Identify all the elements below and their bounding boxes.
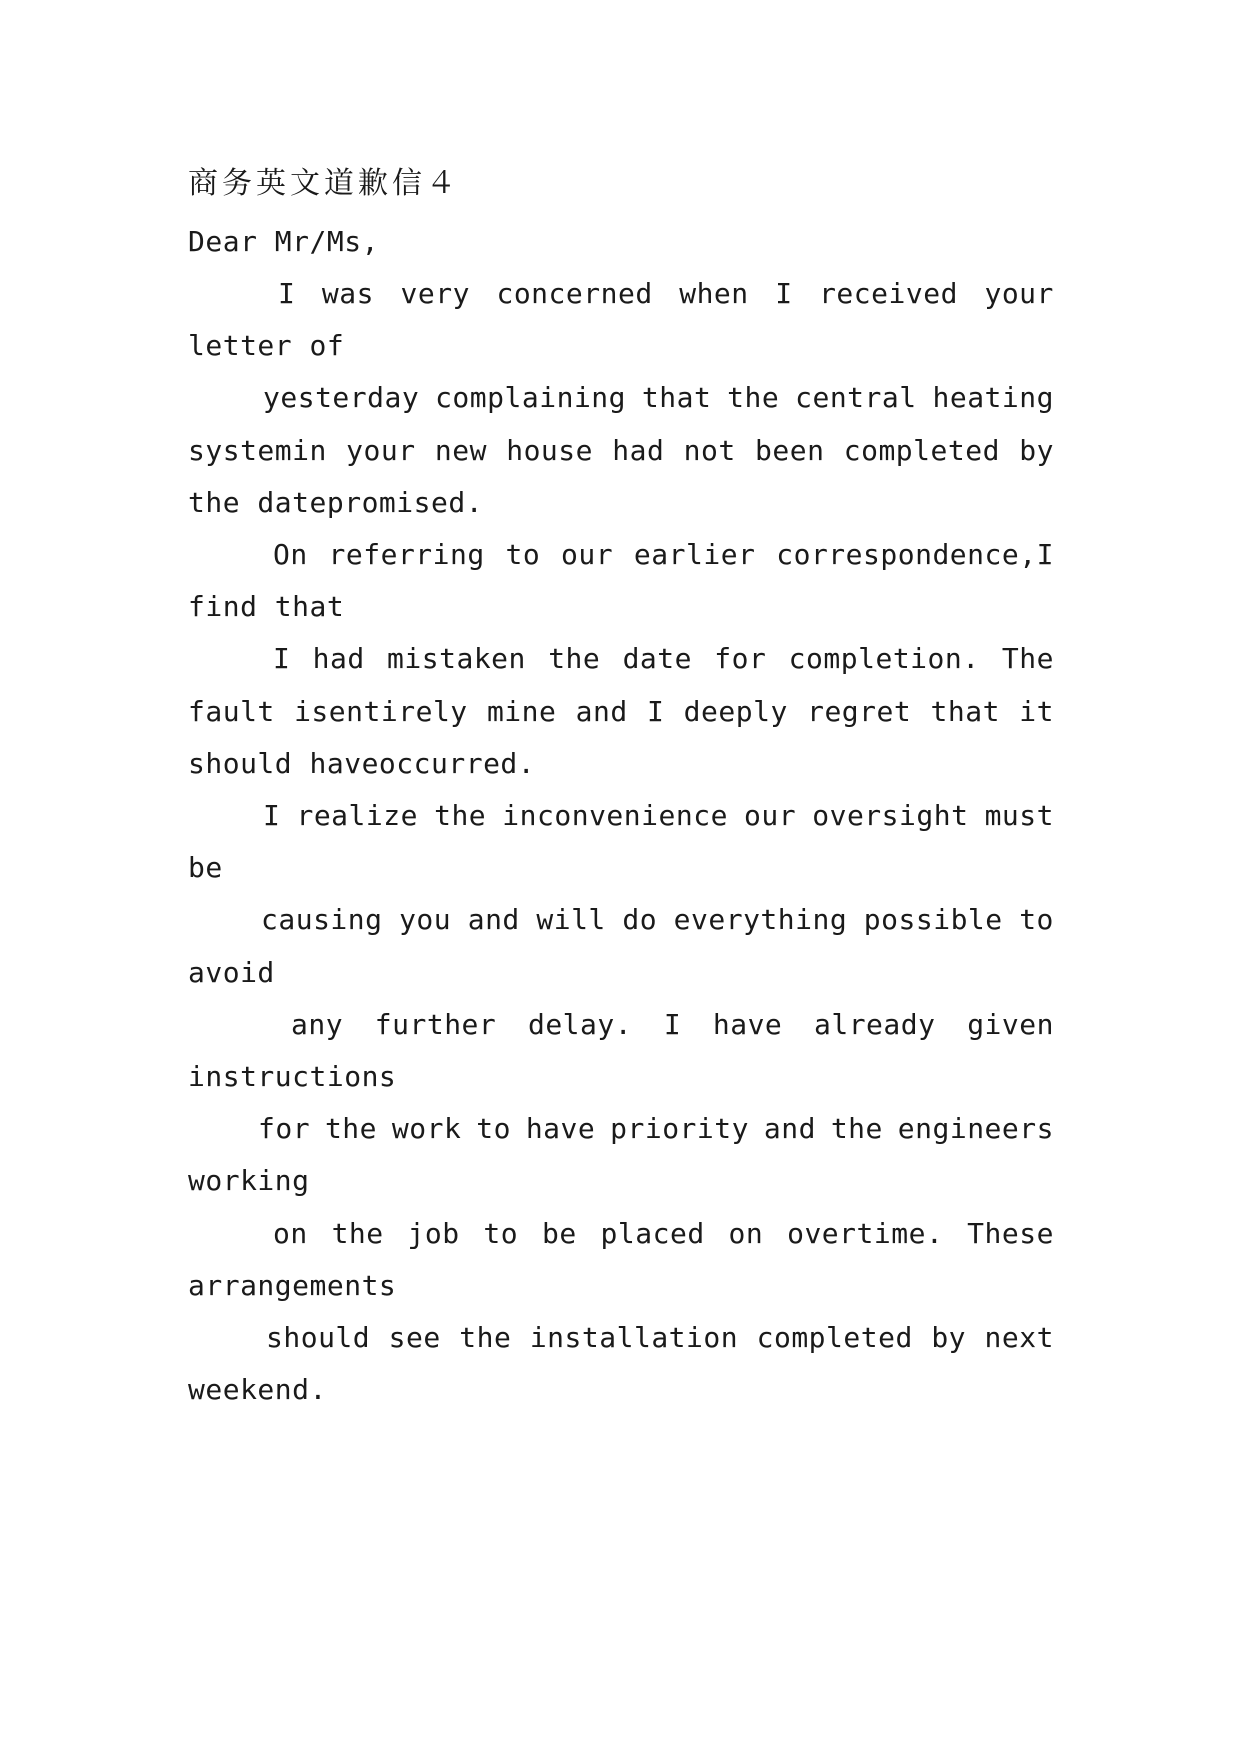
body-word: our bbox=[561, 538, 614, 571]
body-word: had bbox=[312, 642, 365, 675]
body-word: These bbox=[967, 1217, 1054, 1250]
body-word: see bbox=[388, 1321, 441, 1354]
body-word: priority bbox=[610, 1112, 749, 1145]
body-word: it bbox=[1019, 695, 1054, 728]
body-word: job bbox=[407, 1217, 460, 1250]
body-word: concerned bbox=[496, 277, 653, 310]
body-word: I bbox=[263, 799, 281, 832]
body-word: I bbox=[278, 277, 296, 310]
body-line bbox=[273, 639, 1054, 679]
body-word: to bbox=[483, 1217, 519, 1250]
body-word: our bbox=[744, 799, 797, 832]
body-line: should haveoccurred. bbox=[188, 747, 536, 780]
body-word: by bbox=[1019, 434, 1054, 467]
body-word: the bbox=[830, 1112, 883, 1145]
body-line bbox=[291, 1005, 1054, 1045]
salutation: Dear Mr/Ms, bbox=[188, 225, 379, 258]
body-line: instructions bbox=[188, 1060, 397, 1093]
body-word: systemin bbox=[188, 434, 327, 467]
body-word: mine bbox=[486, 695, 557, 728]
body-word: and bbox=[575, 695, 628, 728]
body-word: complaining bbox=[435, 381, 627, 414]
body-line bbox=[188, 692, 1054, 732]
body-line: be bbox=[188, 851, 223, 884]
body-word: causing bbox=[261, 903, 383, 936]
document-title: 商务英文道歉信４ bbox=[188, 166, 460, 201]
body-word: received bbox=[819, 277, 958, 310]
body-word: to bbox=[1019, 903, 1054, 936]
body-word: next bbox=[984, 1321, 1054, 1354]
body-word: The bbox=[1001, 642, 1054, 675]
body-word: central bbox=[795, 381, 917, 414]
body-word: very bbox=[400, 277, 470, 310]
body-word: realize bbox=[296, 799, 418, 832]
body-line: arrangements bbox=[188, 1269, 397, 1302]
body-word: installation bbox=[529, 1321, 739, 1354]
body-word: and bbox=[763, 1112, 816, 1145]
body-word: house bbox=[506, 434, 594, 467]
body-word: heating bbox=[932, 381, 1054, 414]
body-word: the bbox=[434, 799, 487, 832]
body-word: fault bbox=[188, 695, 275, 728]
body-line bbox=[263, 378, 1054, 418]
body-word: On bbox=[273, 538, 308, 571]
body-word: I bbox=[663, 1008, 682, 1041]
body-word: delay. bbox=[527, 1008, 633, 1041]
body-word: your bbox=[984, 277, 1054, 310]
body-word: I bbox=[775, 277, 793, 310]
body-word: placed bbox=[600, 1217, 705, 1250]
body-line: working bbox=[188, 1164, 310, 1197]
body-word: do bbox=[622, 903, 658, 936]
body-line bbox=[273, 535, 1054, 575]
body-word: already bbox=[813, 1008, 936, 1041]
body-line bbox=[278, 274, 1054, 314]
body-word: the bbox=[459, 1321, 512, 1354]
body-word: the bbox=[548, 642, 601, 675]
body-line: find that bbox=[188, 590, 345, 623]
body-word: deeply bbox=[683, 695, 788, 728]
body-word: new bbox=[434, 434, 487, 467]
body-line: the datepromised. bbox=[188, 486, 484, 519]
body-word: and bbox=[467, 903, 520, 936]
body-word: I bbox=[273, 642, 291, 675]
body-word: be bbox=[541, 1217, 577, 1250]
body-word: by bbox=[931, 1321, 967, 1354]
body-word: to bbox=[476, 1112, 511, 1145]
body-word: oversight bbox=[812, 799, 969, 832]
body-word: have bbox=[712, 1008, 783, 1041]
body-word: on bbox=[273, 1217, 308, 1250]
body-word: the bbox=[331, 1217, 384, 1250]
body-word: been bbox=[755, 434, 825, 467]
body-word: mistaken bbox=[387, 642, 526, 675]
body-word: that bbox=[930, 695, 1000, 728]
body-line: avoid bbox=[188, 956, 275, 989]
body-word: everything bbox=[673, 903, 848, 936]
body-word: referring bbox=[328, 538, 485, 571]
body-word: completion. bbox=[788, 642, 980, 675]
body-word: have bbox=[525, 1112, 596, 1145]
body-word: correspondence,I bbox=[776, 538, 1054, 571]
body-line: weekend. bbox=[188, 1373, 327, 1406]
body-word: the bbox=[324, 1112, 378, 1145]
body-word: completed bbox=[843, 434, 1000, 467]
body-word: date bbox=[622, 642, 692, 675]
body-line bbox=[188, 431, 1054, 471]
body-word: isentirely bbox=[294, 695, 468, 728]
body-word: had bbox=[612, 434, 665, 467]
body-word: the bbox=[727, 381, 780, 414]
body-word: engineers bbox=[897, 1112, 1054, 1145]
body-line: letter of bbox=[188, 329, 345, 362]
body-word: further bbox=[374, 1008, 497, 1041]
body-line bbox=[263, 796, 1054, 836]
body-line bbox=[261, 900, 1054, 940]
body-word: earlier bbox=[633, 538, 756, 571]
body-word: possible bbox=[863, 903, 1003, 936]
body-word: completed bbox=[756, 1321, 913, 1354]
body-word: when bbox=[679, 277, 749, 310]
body-word: your bbox=[346, 434, 416, 467]
body-word: inconvenience bbox=[502, 799, 728, 832]
body-word: given bbox=[967, 1008, 1054, 1041]
body-word: I bbox=[647, 695, 665, 728]
body-word: any bbox=[291, 1008, 344, 1041]
body-word: you bbox=[399, 903, 452, 936]
body-line bbox=[273, 1214, 1054, 1254]
body-word: must bbox=[984, 799, 1054, 832]
body-word: yesterday bbox=[263, 381, 420, 414]
body-word: was bbox=[321, 277, 374, 310]
body-word: on bbox=[728, 1217, 764, 1250]
body-line bbox=[266, 1318, 1054, 1358]
body-line bbox=[258, 1109, 1054, 1149]
body-word: for bbox=[258, 1112, 311, 1145]
body-word: for bbox=[714, 642, 767, 675]
body-word: will bbox=[536, 903, 606, 936]
body-word: work bbox=[391, 1112, 462, 1145]
body-word: that bbox=[641, 381, 712, 414]
body-word: not bbox=[683, 434, 736, 467]
body-word: should bbox=[266, 1321, 371, 1354]
body-word: to bbox=[505, 538, 541, 571]
body-word: overtime. bbox=[787, 1217, 944, 1250]
body-word: regret bbox=[807, 695, 912, 728]
